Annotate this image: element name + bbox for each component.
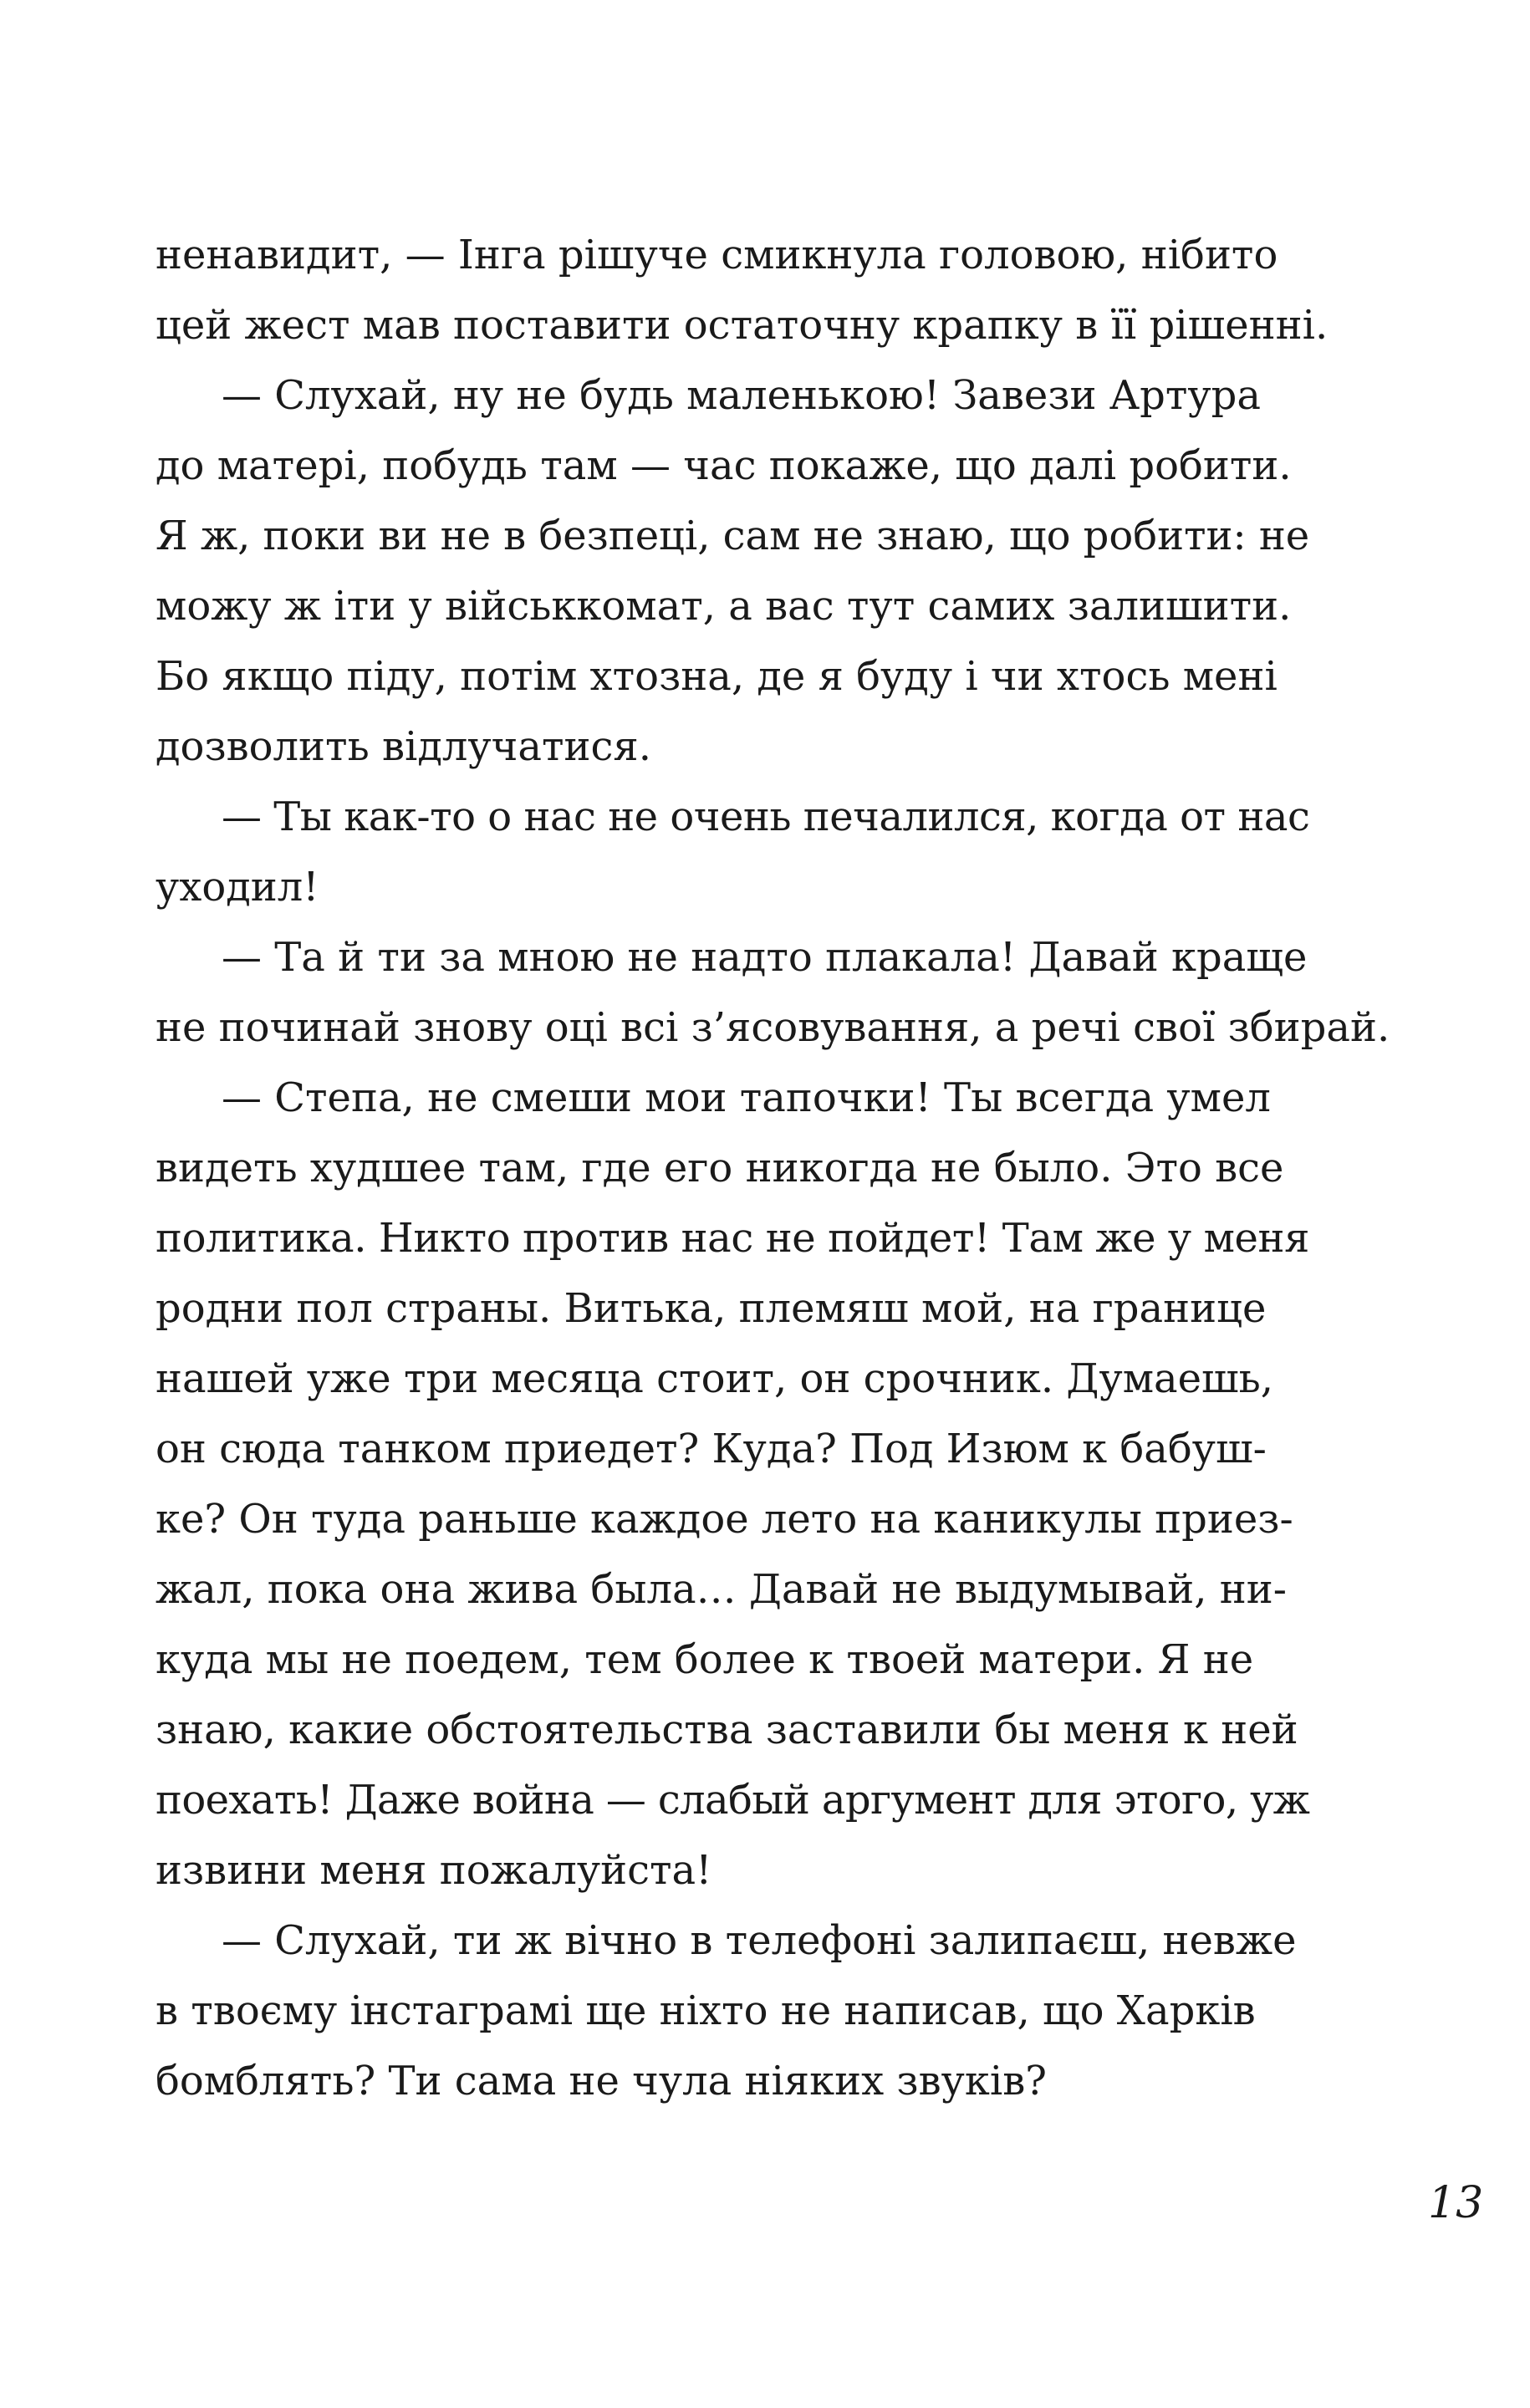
text-line: — Слухай, ти ж вічно в телефоні залипаєш, невже [222,1917,1297,1964]
text-line: можу ж іти у військкомат, а вас тут самих залишити. [156,583,1292,630]
text-line: — Ты как-то о нас не очень печалился, когда от нас [222,793,1310,840]
text-line: извини меня пожалуйста! [156,1847,712,1894]
text-line: не починай знову оці всі з’ясовування, а речі свої збирай. [156,1004,1390,1051]
text-line: — Та й ти за мною не надто плакала! Давай краще [222,934,1308,981]
text-line: знаю, какие обстоятельства заставили бы меня к ней [156,1707,1298,1753]
text-line: цей жест мав поставити остаточну крапку в її рішенні. [156,302,1329,349]
text-line: уходил! [156,864,319,911]
text-line: родни пол страны. Витька, племяш мой, на границе [156,1285,1267,1332]
text-line: дозволить відлучатися. [156,723,651,770]
text-line: нашей уже три месяца стоит, он срочник. Думаешь, [156,1355,1274,1402]
text-line: жал, пока она жива была… Давай не выдумывай, ни- [156,1566,1287,1613]
text-line: политика. Никто против нас не пойдет! Там же у меня [156,1215,1309,1262]
text-line: поехать! Даже война — слабый аргумент для этого, уж [156,1777,1310,1824]
text-line: — Степа, не смеши мои тапочки! Ты всегда умел [222,1074,1271,1121]
text-line: — Слухай, ну не будь маленькою! Завези Артура [222,372,1261,419]
text-line: ке? Он туда раньше каждое лето на каникулы приез- [156,1496,1293,1543]
text-line: он сюда танком приедет? Куда? Под Изюм к бабуш- [156,1426,1267,1472]
text-line: Я ж, поки ви не в безпеці, сам не знаю, що робити: не [156,513,1310,559]
text-line: ненавидит, — Інга рішуче смикнула головою, нібито [156,232,1278,278]
text-line: бомблять? Ти сама не чула ніяких звуків? [156,2058,1047,2104]
page-number: 13 [1428,2178,1484,2228]
body-text [156,220,1390,2116]
text-line: Бо якщо піду, потім хтозна, де я буду і чи хтось мені [156,653,1278,700]
text-line: куда мы не поедем, тем более к твоей матери. Я не [156,1636,1254,1683]
text-line: в твоєму інстаграмі ще ніхто не написав, що Харків [156,1987,1256,2034]
text-line: видеть худшее там, где его никогда не было. Это все [156,1145,1284,1191]
text-line: до матері, побудь там — час покаже, що далі робити. [156,442,1292,489]
